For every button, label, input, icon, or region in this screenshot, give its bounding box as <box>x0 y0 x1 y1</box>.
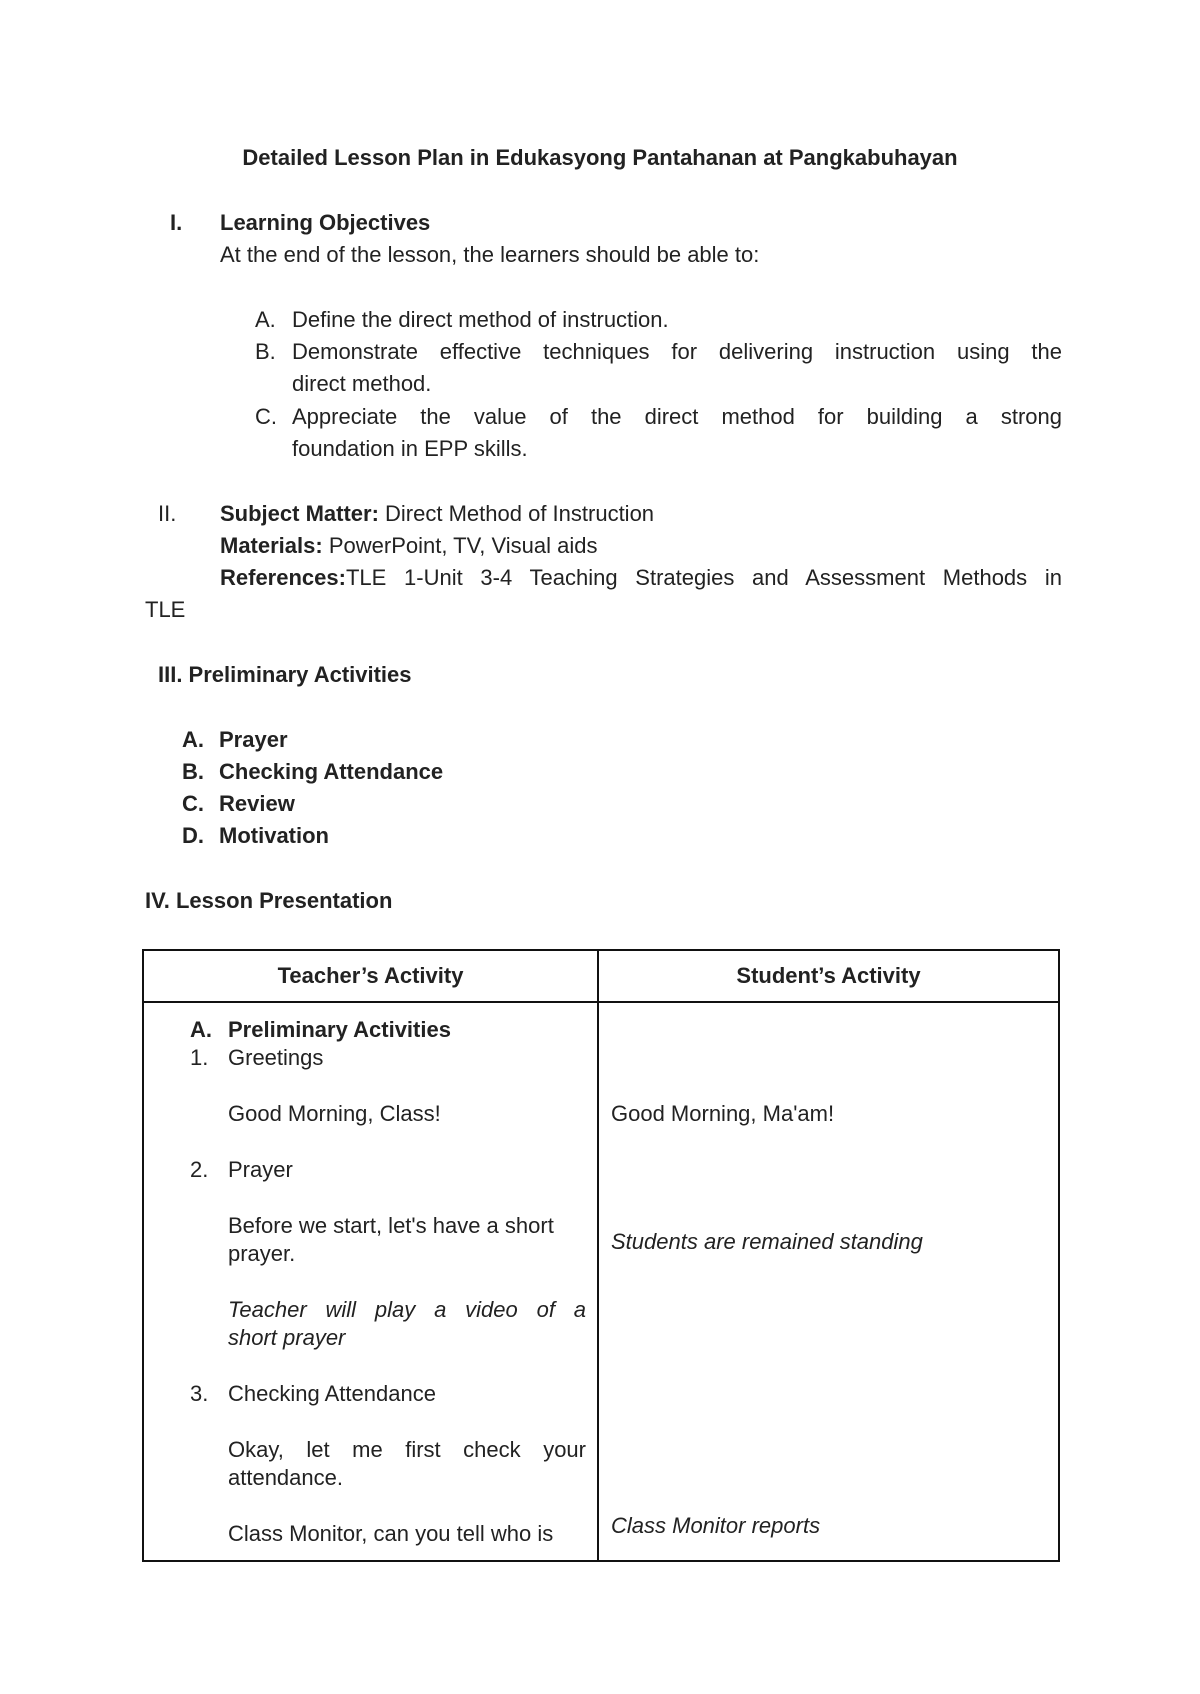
prelim-b-letter: B. <box>182 759 204 784</box>
step-2-italic-line-1: Teacher will play a video of a <box>228 1297 586 1322</box>
subject-matter-label: Subject Matter: <box>220 501 379 526</box>
student-greeting-reply: Good Morning, Ma'am! <box>611 1101 835 1126</box>
prelim-prayer: Prayer <box>219 727 288 752</box>
prelim-d-letter: D. <box>182 823 204 848</box>
table-row <box>143 1002 1059 1561</box>
prelim-motivation: Motivation <box>219 823 329 848</box>
section-2-number: II. <box>158 501 177 526</box>
step-3-line-2: attendance. <box>228 1465 343 1490</box>
materials-label: Materials: <box>220 533 323 558</box>
teacher-sub-heading: Preliminary Activities <box>228 1017 451 1042</box>
section-3-heading: III. Preliminary Activities <box>158 662 412 687</box>
student-attendance-reply: Class Monitor reports <box>611 1513 821 1538</box>
objective-c-letter: C. <box>255 404 277 429</box>
subject-matter-line <box>220 501 654 527</box>
objective-c-text-line1: Appreciate the value of the direct method for building a strong <box>292 404 1062 429</box>
student-activity-header: Student’s Activity <box>598 950 1059 1002</box>
prelim-a-letter: A. <box>182 727 204 752</box>
student-activity-cell <box>598 1002 1059 1561</box>
objective-b-letter: B. <box>255 339 276 364</box>
step-1-number: 1. <box>190 1045 209 1070</box>
step-1-greeting: Good Morning, Class! <box>228 1101 441 1126</box>
prelim-review: Review <box>219 791 295 816</box>
step-2-italic-line-2: short prayer <box>228 1325 346 1350</box>
step-2-number: 2. <box>190 1157 209 1182</box>
objective-c-text-line2: foundation in EPP skills. <box>292 436 528 461</box>
materials-line <box>220 533 597 559</box>
step-2-label: Prayer <box>228 1157 293 1182</box>
teacher-activity-header: Teacher’s Activity <box>143 950 598 1002</box>
objective-a-text: Define the direct method of instruction. <box>292 307 669 332</box>
document-title: Detailed Lesson Plan in Edukasyong Pantahanan at Pangkabuhayan <box>242 145 958 170</box>
step-2-line-1: Before we start, let's have a short <box>228 1213 554 1238</box>
section-4-heading: IV. Lesson Presentation <box>145 888 393 913</box>
step-3-label: Checking Attendance <box>228 1381 436 1406</box>
step-1-label: Greetings <box>228 1045 324 1070</box>
references-label: References: <box>220 565 346 590</box>
references-line <box>220 565 1062 591</box>
materials-value: PowerPoint, TV, Visual aids <box>322 533 598 558</box>
step-3-number: 3. <box>190 1381 209 1406</box>
step-3-line-3: Class Monitor, can you tell who is <box>228 1521 554 1546</box>
subject-matter-value: Direct Method of Instruction <box>378 501 655 526</box>
step-3-line-1: Okay, let me first check your <box>228 1437 586 1462</box>
objective-b-text-line2: direct method. <box>292 371 432 396</box>
prelim-c-letter: C. <box>182 791 204 816</box>
teacher-sub-letter: A. <box>190 1017 212 1042</box>
table-header-row <box>143 950 1059 1002</box>
section-1-number: I. <box>170 210 183 235</box>
objective-b-text-line1: Demonstrate effective techniques for delivering instruction using the <box>292 339 1062 364</box>
section-1-heading: Learning Objectives <box>220 210 431 235</box>
objectives-intro: At the end of the lesson, the learners should be able to: <box>220 242 760 267</box>
teacher-activity-cell <box>143 1002 598 1561</box>
references-value: TLE 1-Unit 3-4 Teaching Strategies and Assessment Methods in <box>345 565 1062 590</box>
lesson-presentation-table <box>142 949 1060 1562</box>
objective-a-letter: A. <box>255 307 276 332</box>
prelim-checking-attendance: Checking Attendance <box>219 759 444 784</box>
student-prayer-reply: Students are remained standing <box>611 1229 923 1254</box>
references-continuation: TLE <box>145 597 186 622</box>
step-2-line-2: prayer. <box>228 1241 296 1266</box>
